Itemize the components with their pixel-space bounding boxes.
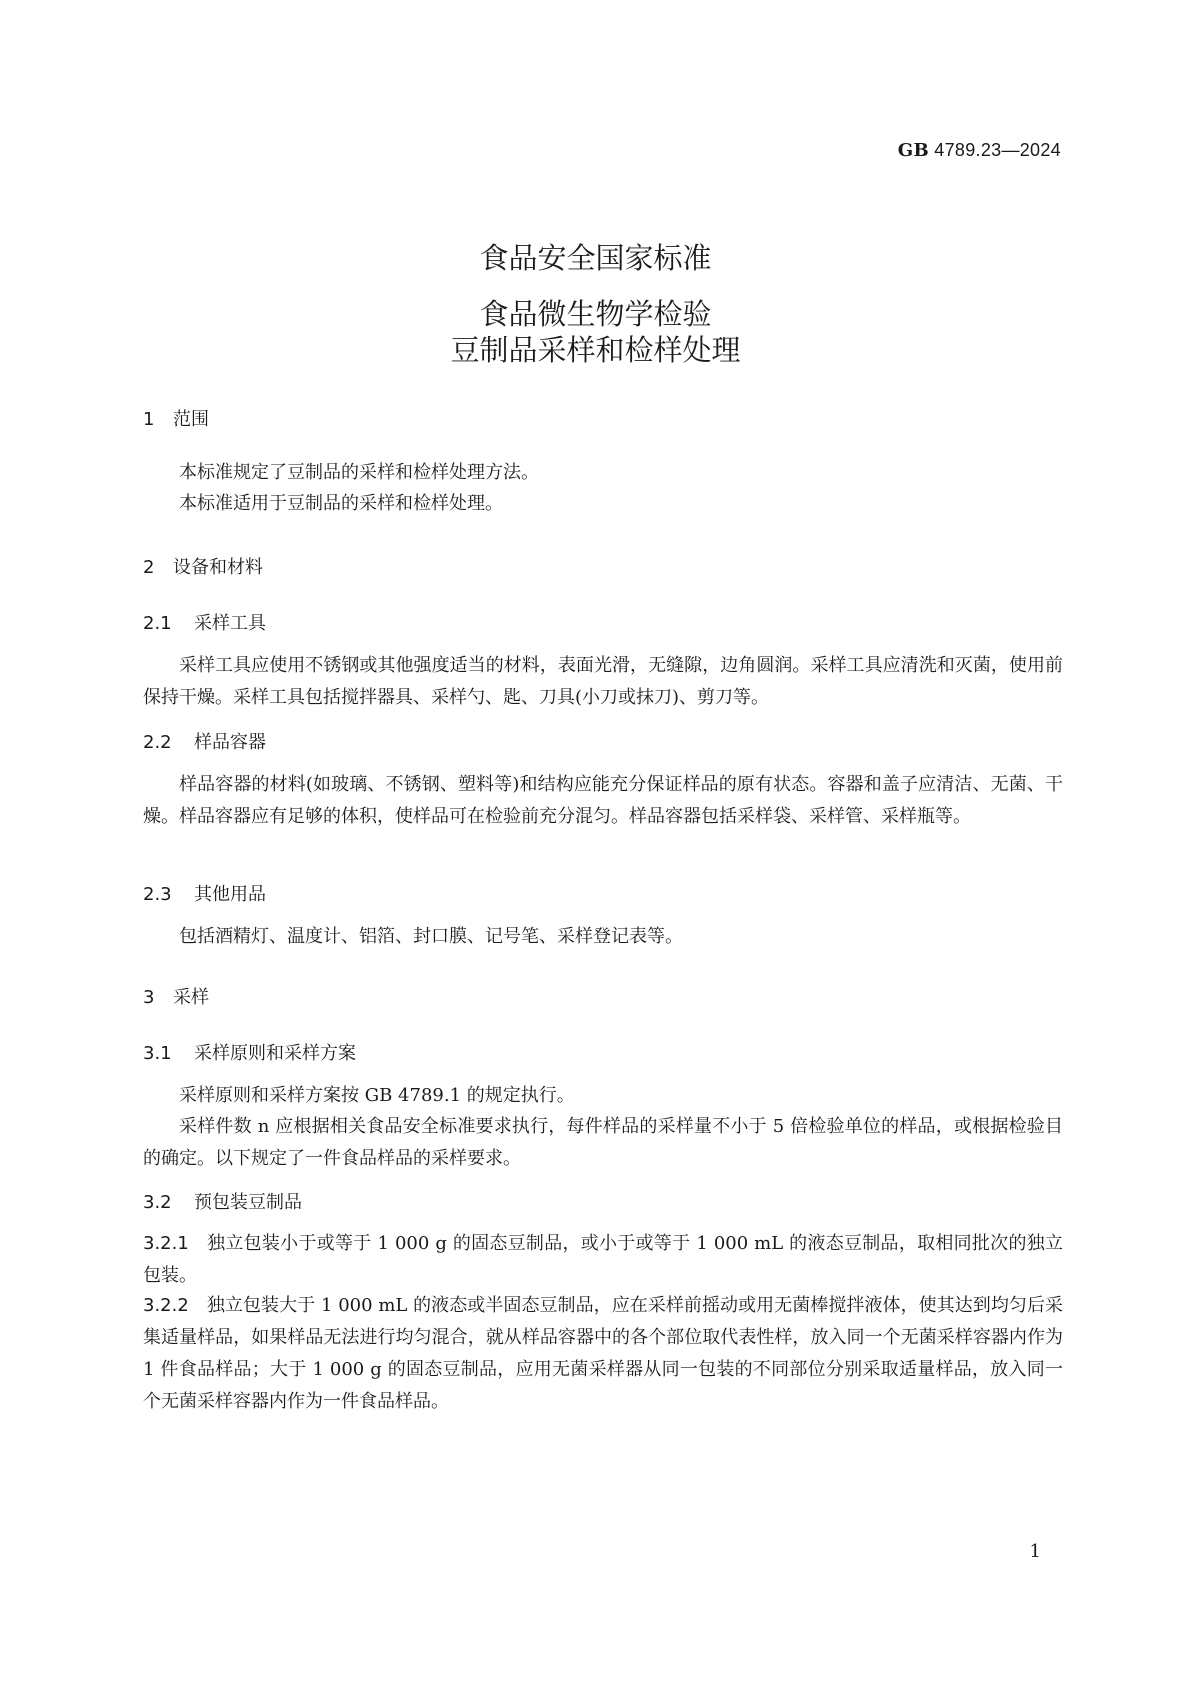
section-number: 1 <box>143 409 155 430</box>
paragraph: 包括酒精灯、温度计、铝箔、封口膜、记号笔、采样登记表等。 <box>179 926 683 947</box>
paragraph: 本标准适用于豆制品的采样和检样处理。 <box>179 493 503 514</box>
subsection-title: 采样工具 <box>194 613 266 634</box>
subsection-number: 3.2 <box>143 1192 172 1213</box>
section-heading-2 <box>143 553 263 579</box>
section-heading-3 <box>143 983 209 1009</box>
paragraph: 采样件数 n 应根据相关食品安全标准要求执行，每件样品的采样量不小于 5 倍检验单位的样品，或根据检验目的确定。以下规定了一件食品样品的采样要求。 <box>143 1116 1063 1169</box>
title-line-1: 食品安全国家标准 <box>479 241 712 275</box>
title-line-2: 食品微生物学检验 <box>479 297 712 331</box>
subsection-heading-3-2 <box>143 1188 302 1214</box>
subsection-number: 2.1 <box>143 613 172 634</box>
page-number: 1 <box>1029 1541 1041 1562</box>
subsection-heading-3-1 <box>143 1039 356 1065</box>
subsection-heading-2-1 <box>143 609 266 635</box>
title-line-3: 豆制品采样和检样处理 <box>450 333 741 367</box>
subsection-title: 预包装豆制品 <box>194 1192 302 1213</box>
section-title: 范围 <box>173 409 209 430</box>
clause-3-2-1 <box>143 1228 1063 1292</box>
section-title: 采样 <box>173 987 209 1008</box>
subsection-number: 2.3 <box>143 884 172 905</box>
section-number: 3 <box>143 987 155 1008</box>
subsection-title: 采样原则和采样方案 <box>194 1043 356 1064</box>
subsection-title: 其他用品 <box>194 884 266 905</box>
document-code-number: 4789.23—2024 <box>934 140 1061 160</box>
clause-text: 独立包装大于 1 000 mL 的液态或半固态豆制品，应在采样前摇动或用无菌棒搅拌液体，使其达到均匀后采集适量样品，如果样品无法进行均匀混合，就从样品容器中的各个部位取代表性样，放入同一个无菌采样容器内作为 1 件食品样品；大于 1 000 g 的固态豆制品，应用无菌采样器从同一包装的不同部位分别采取适量样品，放入同一个无菌采样容器内作为一件食品样品。 <box>143 1295 1063 1412</box>
section-heading-1 <box>143 405 209 431</box>
subsection-number: 2.2 <box>143 732 172 753</box>
paragraph: 采样原则和采样方案按 GB 4789.1 的规定执行。 <box>179 1085 575 1106</box>
clause-text: 独立包装小于或等于 1 000 g 的固态豆制品，或小于或等于 1 000 mL 的液态豆制品，取相同批次的独立包装。 <box>143 1233 1063 1286</box>
paragraph: 采样工具应使用不锈钢或其他强度适当的材料，表面光滑，无缝隙，边角圆润。采样工具应清洗和灭菌，使用前保持干燥。采样工具包括搅拌器具、采样勺、匙、刀具(小刀或抹刀)、剪刀等。 <box>143 655 1063 708</box>
clause-3-2-2 <box>143 1290 1063 1418</box>
section-title: 设备和材料 <box>173 557 263 578</box>
subsection-title: 样品容器 <box>194 732 266 753</box>
clause-number: 3.2.1 <box>143 1233 189 1254</box>
subsection-heading-2-3 <box>143 880 266 906</box>
subsection-heading-2-2 <box>143 728 266 754</box>
section-number: 2 <box>143 557 155 578</box>
document-code-prefix: GB <box>897 140 929 161</box>
paragraph: 样品容器的材料(如玻璃、不锈钢、塑料等)和结构应能充分保证样品的原有状态。容器和盖子应清洁、无菌、干燥。样品容器应有足够的体积，使样品可在检验前充分混匀。样品容器包括采样袋、采样管、采样瓶等。 <box>143 774 1063 827</box>
paragraph: 本标准规定了豆制品的采样和检样处理方法。 <box>179 462 539 483</box>
subsection-number: 3.1 <box>143 1043 172 1064</box>
clause-number: 3.2.2 <box>143 1295 189 1316</box>
